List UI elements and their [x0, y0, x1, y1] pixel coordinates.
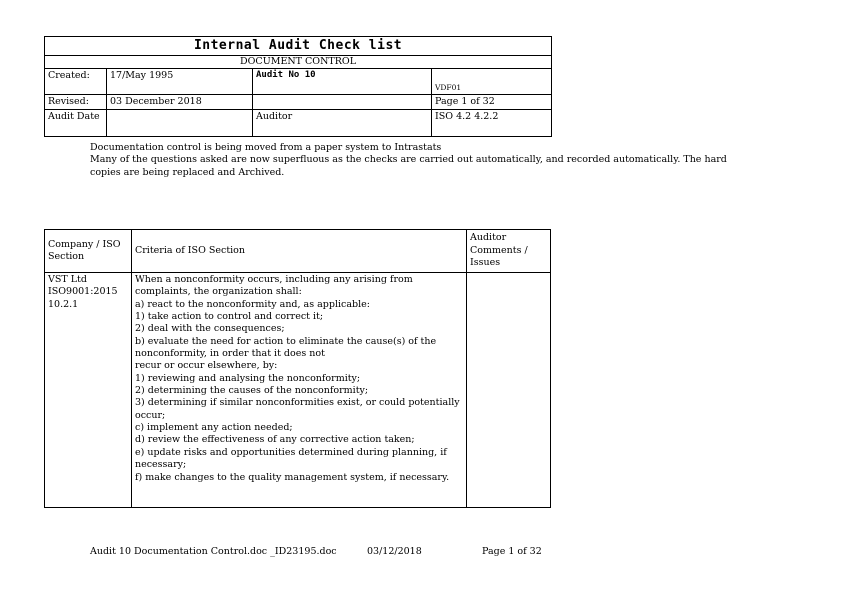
audit-number: Audit No 10: [253, 69, 432, 95]
document-control-table: [44, 36, 552, 137]
company-line: VST Ltd: [48, 274, 87, 285]
criteria-line: necessary;: [135, 459, 187, 471]
criteria-header: Criteria of ISO Section: [132, 230, 467, 273]
notes: [90, 142, 730, 179]
audit-date-label: Audit Date: [45, 110, 107, 137]
note-line-1: Documentation control is being moved from a paper system to Intrastats: [90, 142, 442, 153]
criteria-line: 2) deal with the consequences;: [135, 323, 285, 335]
revised-label: Revised:: [45, 95, 107, 110]
criteria-line: e) update risks and opportunities determined during planning, if: [135, 446, 447, 458]
company-iso-header: Company / ISO Section: [45, 230, 132, 273]
criteria-line: nonconformity, in order that it does not: [135, 348, 325, 360]
criteria-line: d) review the effectiveness of any corrective action taken;: [135, 434, 415, 446]
criteria-line: complaints, the organization shall:: [135, 286, 302, 298]
auditor-label: Auditor: [253, 110, 432, 137]
auditor-comments-header: Auditor Comments / Issues: [467, 230, 551, 273]
criteria-table: [44, 229, 551, 508]
criteria-line: 1) take action to control and correct it;: [135, 311, 324, 323]
criteria-line: 1) reviewing and analysing the nonconformity;: [135, 372, 361, 384]
criteria-line: c) implement any action needed;: [135, 422, 293, 434]
revised-value: 03 December 2018: [107, 95, 253, 110]
footer-page: Page 1 of 32: [482, 546, 542, 557]
footer-filename: Audit 10 Documentation Control.doc _ID23195.doc: [90, 546, 337, 557]
note-line-2: Many of the questions asked are now superfluous as the checks are carried out automatically, and recorded automatically. The hard copies are being replaced and Archived.: [90, 154, 727, 178]
footer-date: 03/12/2018: [367, 546, 422, 557]
created-value: 17/May 1995: [107, 69, 253, 95]
criteria-line: f) make changes to the quality management system, if necessary.: [135, 471, 450, 483]
criteria-cell: [132, 273, 467, 508]
criteria-line: a) react to the nonconformity and, as applicable:: [135, 298, 370, 310]
page-title: Internal Audit Check list: [45, 37, 552, 56]
criteria-line: When a nonconformity occurs, including any arising from: [135, 274, 413, 285]
criteria-line: 3) determining if similar nonconformities exist, or could potentially: [135, 397, 460, 409]
audit-date-value: [107, 110, 253, 137]
iso-reference: ISO 4.2 4.2.2: [432, 110, 552, 137]
page-number: Page 1 of 32: [432, 95, 552, 110]
vdf-cell: [432, 69, 552, 95]
company-iso-cell: [45, 273, 132, 508]
company-line: 10.2.1: [48, 298, 79, 310]
created-label: Created:: [45, 69, 107, 95]
criteria-line: recur or occur elsewhere, by:: [135, 360, 278, 372]
empty-cell: [253, 95, 432, 110]
page-footer: [90, 546, 560, 560]
criteria-line: occur;: [135, 409, 166, 421]
vdf-code: VDF01: [435, 83, 462, 93]
auditor-comments-cell: [467, 273, 551, 508]
company-line: ISO9001:2015: [48, 286, 118, 298]
document-control-heading: DOCUMENT CONTROL: [45, 56, 552, 69]
criteria-line: 2) determining the causes of the nonconformity;: [135, 385, 369, 397]
criteria-line: b) evaluate the need for action to eliminate the cause(s) of the: [135, 335, 437, 347]
